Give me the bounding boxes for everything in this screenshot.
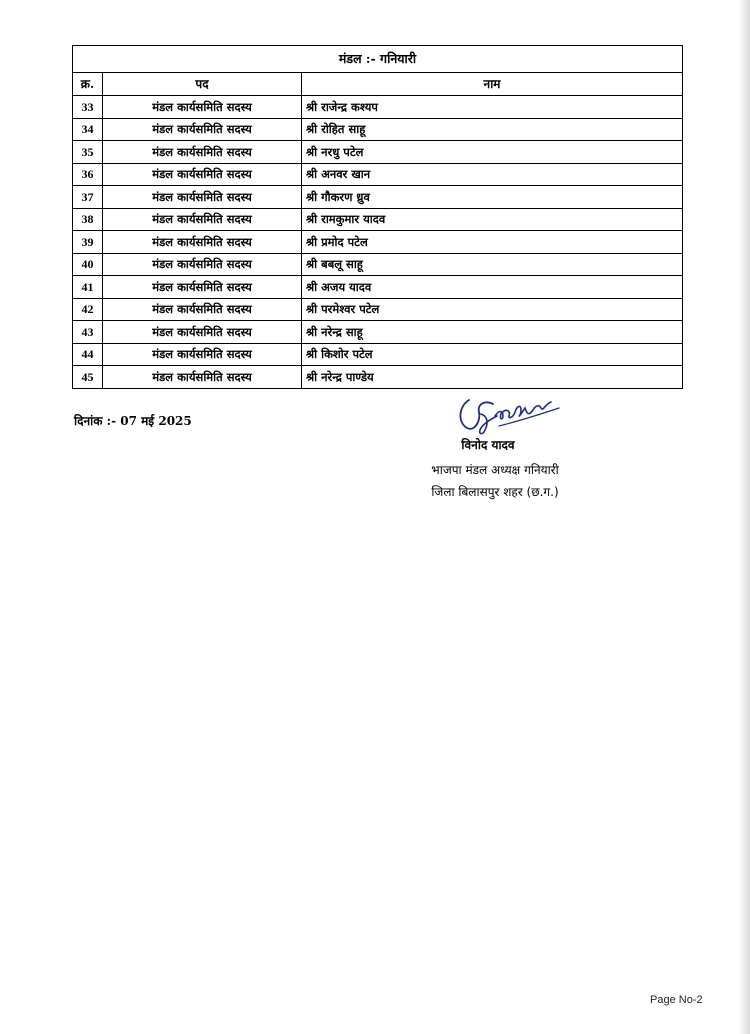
members-table	[72, 45, 683, 389]
row-number: 42	[73, 298, 103, 321]
header-post: पद	[103, 73, 302, 96]
row-number: 38	[73, 208, 103, 231]
table-row	[73, 231, 683, 254]
row-post: मंडल कार्यसमिति सदस्य	[103, 163, 302, 186]
header-name: नाम	[302, 73, 683, 96]
row-number: 41	[73, 276, 103, 299]
page-edge-shadow	[738, 0, 750, 1034]
row-number: 33	[73, 96, 103, 119]
row-name: श्री रोहित साहू	[302, 118, 683, 141]
row-name: श्री किशोर पटेल	[302, 343, 683, 366]
row-number: 44	[73, 343, 103, 366]
row-name: श्री राजेन्द्र कश्यप	[302, 96, 683, 119]
document-date: दिनांक :- 07 मई 2025	[74, 414, 192, 428]
signer-designation: भाजपा मंडल अध्यक्ष गनियारी	[431, 463, 559, 477]
table-row	[73, 343, 683, 366]
table-title: मंडल :- गनियारी	[73, 46, 683, 73]
row-number: 34	[73, 118, 103, 141]
table-header-row	[73, 73, 683, 96]
signer-name: विनोद यादव	[461, 438, 515, 452]
row-post: मंडल कार्यसमिति सदस्य	[103, 276, 302, 299]
row-name: श्री नरेन्द्र साहू	[302, 321, 683, 344]
row-name: श्री प्रमोद पटेल	[302, 231, 683, 254]
signer-block	[410, 436, 580, 503]
handwritten-signature	[455, 390, 565, 438]
row-post: मंडल कार्यसमिति सदस्य	[103, 366, 302, 389]
table-row	[73, 141, 683, 164]
row-post: मंडल कार्यसमिति सदस्य	[103, 186, 302, 209]
table-row	[73, 118, 683, 141]
row-post: मंडल कार्यसमिति सदस्य	[103, 96, 302, 119]
table-row	[73, 366, 683, 389]
row-post: मंडल कार्यसमिति सदस्य	[103, 343, 302, 366]
row-name: श्री बबलू साहू	[302, 253, 683, 276]
row-name: श्री परमेश्वर पटेल	[302, 298, 683, 321]
page-number: Page No-2	[650, 994, 703, 1006]
row-name: श्री रामकुमार यादव	[302, 208, 683, 231]
row-number: 36	[73, 163, 103, 186]
table-row	[73, 208, 683, 231]
row-number: 37	[73, 186, 103, 209]
table-row	[73, 96, 683, 119]
row-name: श्री नरधु पटेल	[302, 141, 683, 164]
row-post: मंडल कार्यसमिति सदस्य	[103, 141, 302, 164]
row-number: 43	[73, 321, 103, 344]
row-post: मंडल कार्यसमिति सदस्य	[103, 208, 302, 231]
row-post: मंडल कार्यसमिति सदस्य	[103, 298, 302, 321]
header-serial: क्र.	[73, 73, 103, 96]
table-row	[73, 186, 683, 209]
table-row	[73, 298, 683, 321]
table-row	[73, 321, 683, 344]
table-row	[73, 253, 683, 276]
row-number: 35	[73, 141, 103, 164]
signer-location: जिला बिलासपुर शहर (छ.ग.)	[431, 485, 559, 499]
table-row	[73, 163, 683, 186]
row-name: श्री नरेन्द्र पाण्डेय	[302, 366, 683, 389]
row-name: श्री अनवर खान	[302, 163, 683, 186]
row-name: श्री अजय यादव	[302, 276, 683, 299]
table-row	[73, 276, 683, 299]
row-number: 45	[73, 366, 103, 389]
row-post: मंडल कार्यसमिति सदस्य	[103, 253, 302, 276]
row-post: मंडल कार्यसमिति सदस्य	[103, 321, 302, 344]
row-number: 40	[73, 253, 103, 276]
row-post: मंडल कार्यसमिति सदस्य	[103, 231, 302, 254]
row-number: 39	[73, 231, 103, 254]
table-title-row	[73, 46, 683, 73]
row-name: श्री गौकरण ध्रुव	[302, 186, 683, 209]
row-post: मंडल कार्यसमिति सदस्य	[103, 118, 302, 141]
